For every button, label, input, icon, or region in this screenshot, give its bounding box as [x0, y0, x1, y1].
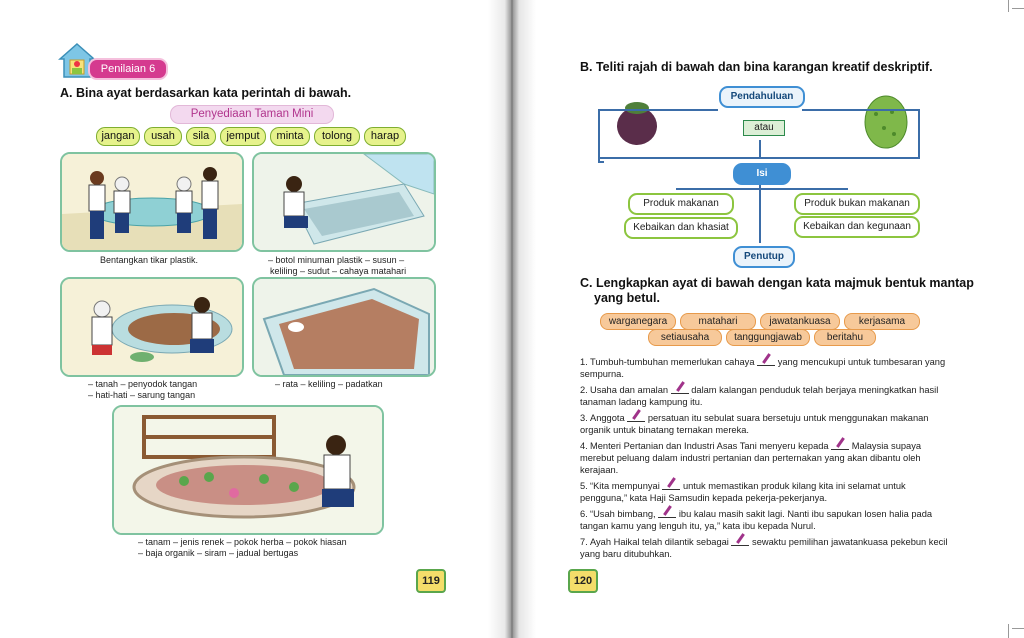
question-4: 4. Menteri Pertanian dan Industri Asas Tani menyeru kepada Malaysia supaya merebut peluang dalam industri pertanian dan perternakan yang akan dibantu oleh kerajaan. [580, 441, 922, 475]
caption-pic4: – rata – keliling – padatkan [275, 379, 383, 389]
caption-pic3-line1: – tanah – penyodok tangan [88, 379, 198, 389]
illustration-planting-garden [112, 405, 384, 535]
option-warganegara: warganegara [600, 313, 676, 330]
diagram-body: Isi [733, 163, 791, 185]
left-page [0, 0, 510, 638]
blank-pen-icon [658, 507, 676, 518]
diagram-nonfood-benefits: Kebaikan dan kegunaan [794, 216, 920, 238]
word-usah: usah [144, 127, 182, 146]
caption-pic5-line2: – baja organik – siram – jadual bertugas [138, 548, 299, 558]
question-7: 7. Ayah Haikal telah dilantik sebagai sewaktu pemilihan jawatankuasa pekebun kecil yang baru ditubuhkan. [580, 537, 948, 559]
illustration-spread-mat [60, 152, 244, 252]
blank-pen-icon [671, 383, 689, 394]
section-a-title: A. Bina ayat berdasarkan kata perintah di bawah. [60, 86, 352, 100]
mangosteen-icon [613, 96, 661, 148]
caption-pic1: Bentangkan tikar plastik. [100, 255, 199, 265]
diagram-nonfood-product: Produk bukan makanan [794, 193, 920, 215]
caption-pic5-line1: – tanam – jenis renek – pokok herba – pokok hiasan [138, 537, 347, 547]
illustration-level-soil [252, 277, 436, 377]
caption-pic2-line2: keliling – sudut – cahaya matahari [270, 266, 407, 276]
assessment-badge: Penilaian 6 [88, 58, 168, 80]
word-jangan: jangan [96, 127, 140, 146]
section-c-title-line1: C. Lengkapkan ayat di bawah dengan kata majmuk bentuk mantap [580, 276, 974, 290]
soursop-icon [862, 94, 910, 150]
option-matahari: matahari [680, 313, 756, 330]
caption-pic3-line2: – hati-hati – sarung tangan [88, 390, 196, 400]
diagram-food-product: Produk makanan [628, 193, 734, 215]
question-1: 1. Tumbuh-tumbuhan memerlukan cahaya yang mencukupi untuk tumbesaran yang sempurna. [580, 357, 946, 379]
blank-pen-icon [627, 411, 645, 422]
blank-pen-icon [831, 439, 849, 450]
page-number-right: 120 [568, 569, 598, 593]
blank-pen-icon [662, 479, 680, 490]
question-2: 2. Usaha dan amalan dalam kalangan penduduk telah berjaya meningkatkan hasil tanaman ladang kampung itu. [580, 385, 939, 407]
caption-pic2-line1: – botol minuman plastik – susun – [268, 255, 405, 265]
word-harap: harap [364, 127, 406, 146]
question-5: 5. “Kita mempunyai untuk memastikan produk kilang kita ini selamat untuk pengguna,” kata Haji Samsudin kepada pekerja-pekerjanya. [580, 481, 906, 503]
illustration-bottle-border [252, 152, 436, 252]
option-kerjasama: kerjasama [844, 313, 920, 330]
word-sila: sila [186, 127, 216, 146]
diagram-or: atau [743, 120, 785, 136]
word-tolong: tolong [314, 127, 360, 146]
section-b-title: B. Teliti rajah di bawah dan bina karangan kreatif deskriptif. [580, 60, 933, 74]
option-jawatankuasa: jawatankuasa [760, 313, 840, 330]
option-tanggungjawab: tanggungjawab [726, 329, 810, 346]
section-c-title-line2: yang betul. [594, 291, 660, 305]
word-jemput: jemput [220, 127, 266, 146]
blank-pen-icon [757, 355, 775, 366]
topic-title: Penyediaan Taman Mini [170, 105, 334, 124]
question-3: 3. Anggota persatuan itu sebulat suara bersetuju untuk menggunakan makanan organik untuk binatang ternakan mereka. [580, 413, 929, 435]
diagram-intro: Pendahuluan [719, 86, 805, 108]
diagram-food-benefits: Kebaikan dan khasiat [624, 217, 738, 239]
question-6: 6. “Usah bimbang, ibu kalau masih sakit lagi. Nanti ibu sapukan losen halia pada tangan kamu yang lenguh itu, ya,” kata ibu kepada Nurul. [580, 509, 933, 531]
option-setiausaha: setiausaha [648, 329, 722, 346]
book-spine [488, 0, 536, 638]
illustration-digging-soil [60, 277, 244, 377]
word-minta: minta [270, 127, 310, 146]
option-beritahu: beritahu [814, 329, 876, 346]
blank-pen-icon [731, 535, 749, 546]
page-number-left: 119 [416, 569, 446, 593]
diagram-conclusion: Penutup [733, 246, 795, 268]
